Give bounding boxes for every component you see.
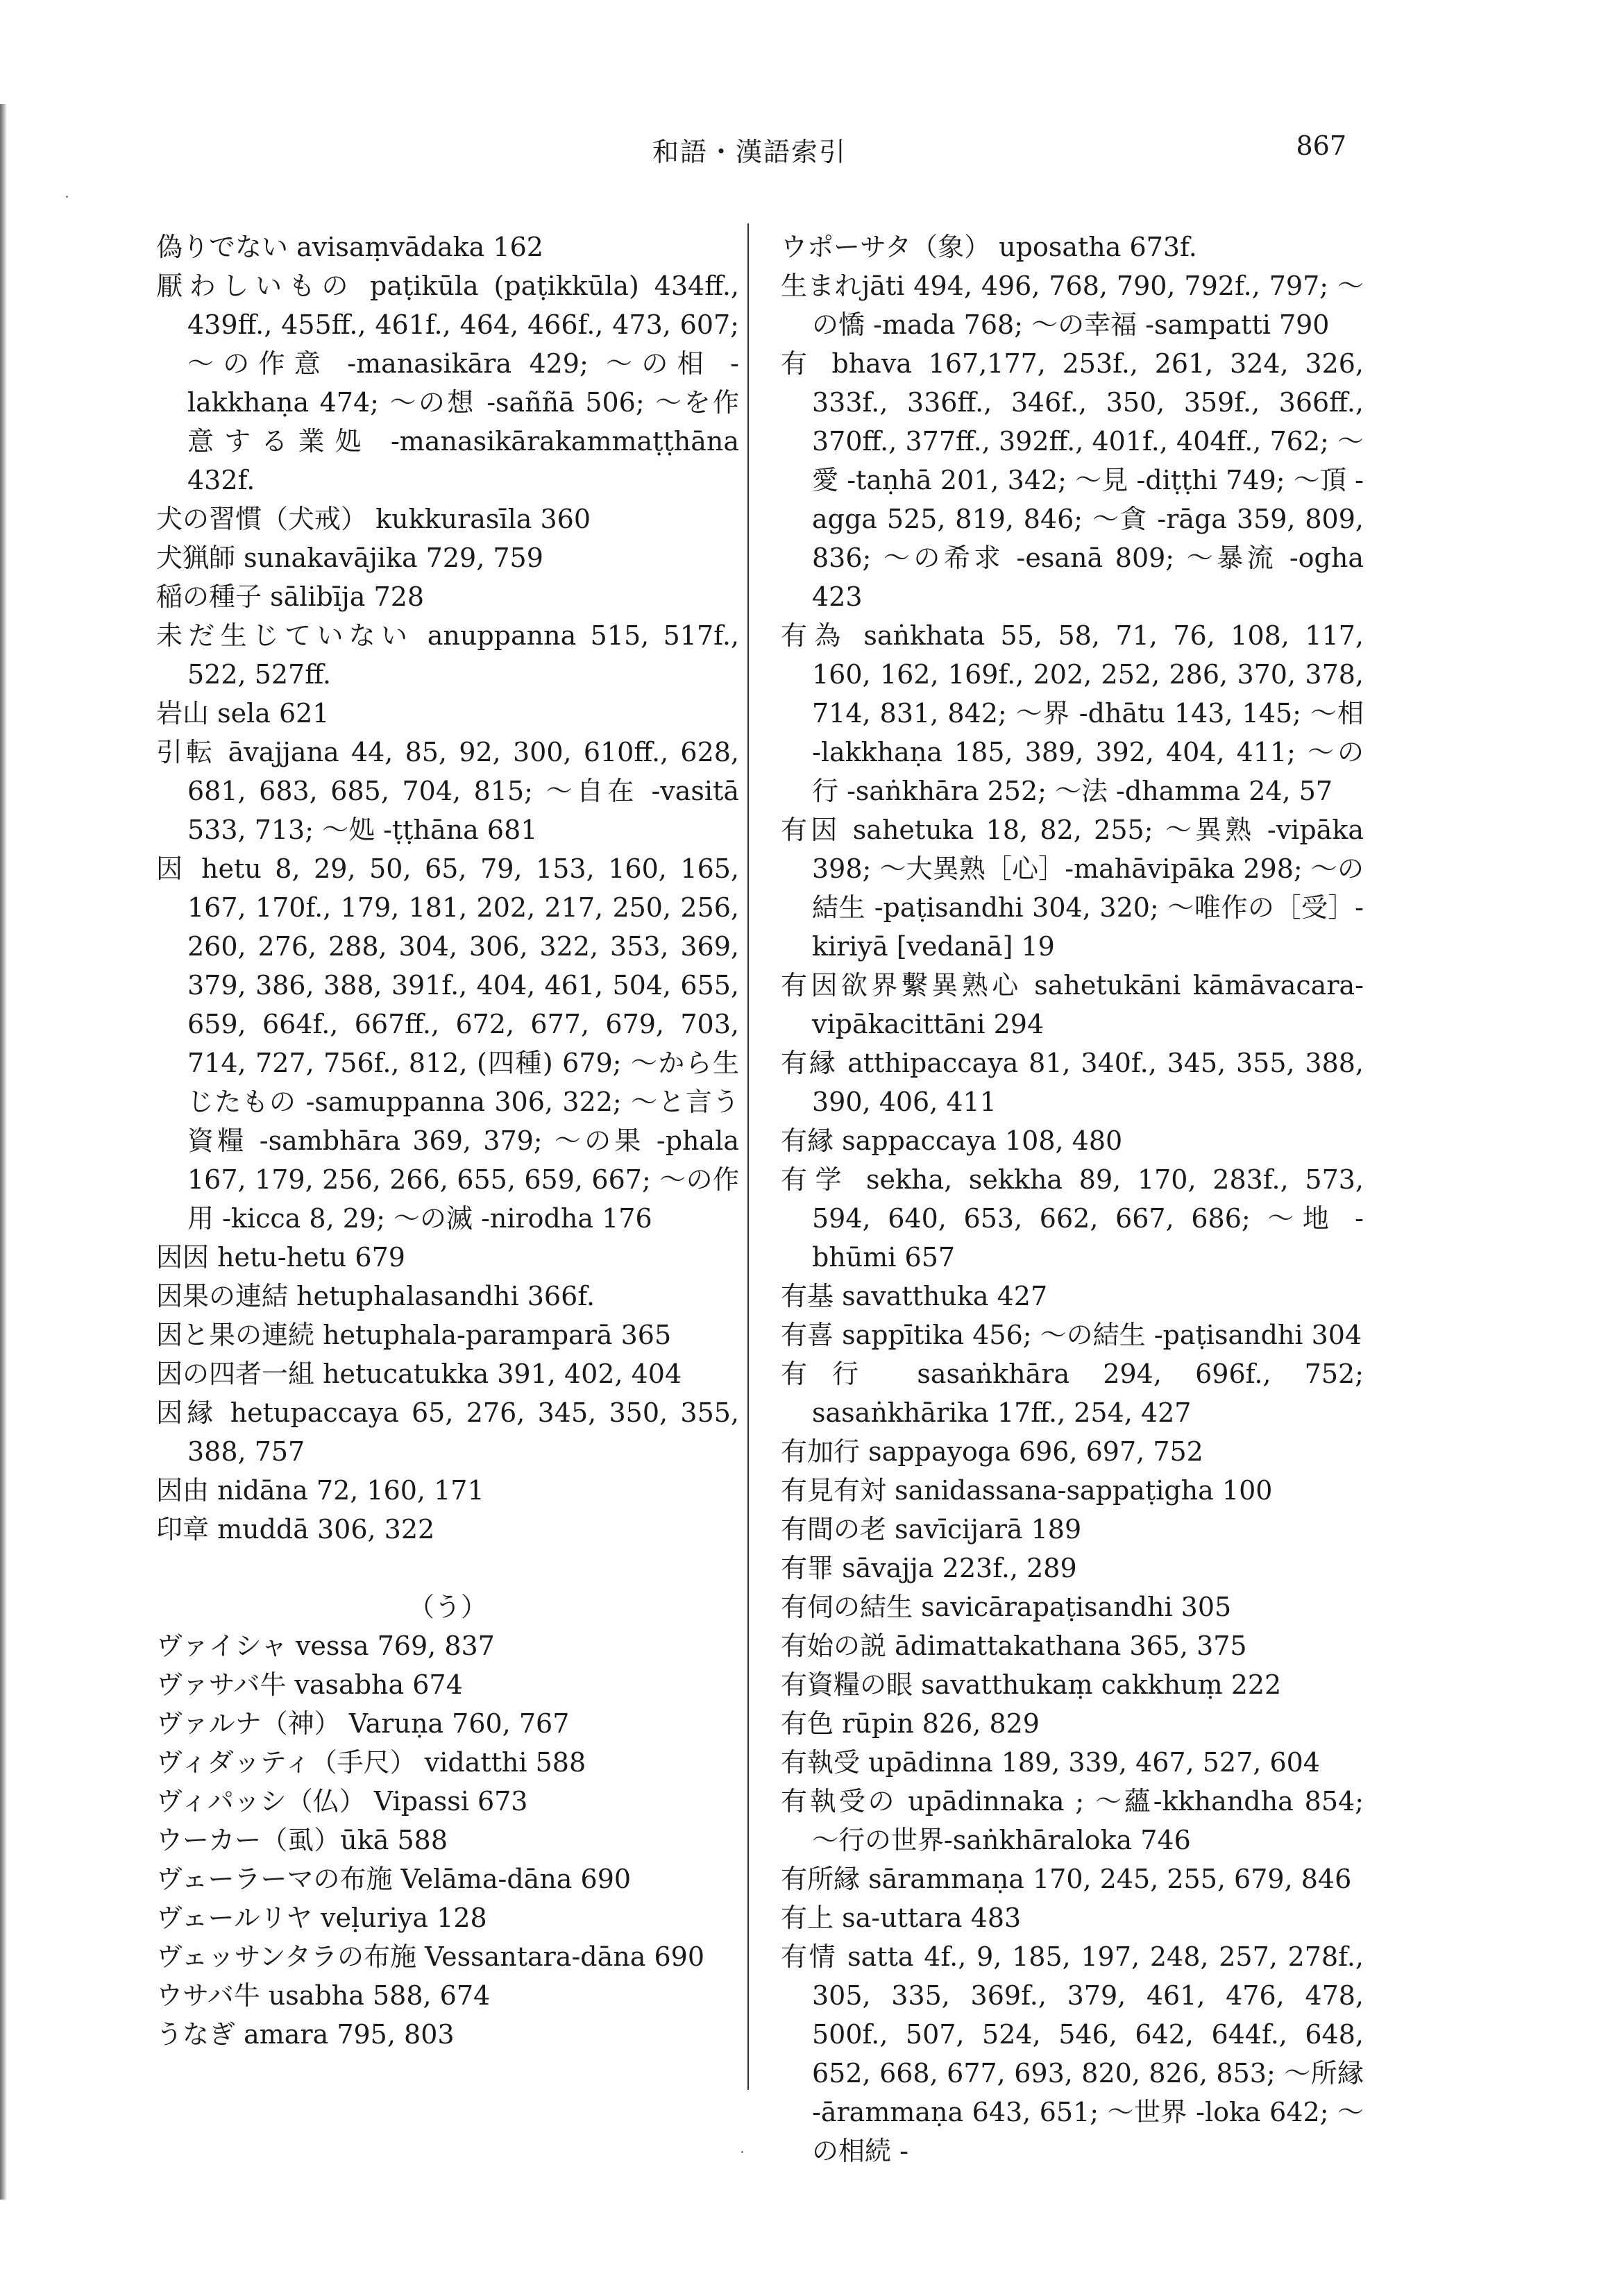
index-entry: 犬の習慣（犬戒） kukkurasīla 360 [156, 504, 591, 534]
index-entry: ヴァルナ（神） Varuṇa 760, 767 [156, 1708, 570, 1739]
index-entry: 有情 satta 4f., 9, 185, 197, 248, 257, 278f., 305, 335, 369f., 379, 461, 476, 478, 500f., 507, 524, 546, 642, 644f., 648, 652, 668, 677, 693, 820, 826, 853; ～所縁 -ārammaṇa 643, 651; ～世界 -loka 642; ～の相続 - [781, 1941, 1364, 2166]
page-number: 867 [1296, 130, 1346, 161]
scan-speck [741, 2151, 743, 2153]
index-entry: 因縁 hetupaccaya 65, 276, 345, 350, 355, 388, 757 [156, 1397, 739, 1467]
index-entry: ウーカー（虱）ūkā 588 [156, 1825, 448, 1855]
index-entry: ヴェールリヤ veḷuriya 128 [156, 1903, 487, 1933]
index-entry: 生まれjāti 494, 496, 768, 790, 792f., 797; ～の憍 -mada 768; ～の幸福 -sampatti 790 [781, 271, 1364, 340]
index-entry: 有縁 atthipaccaya 81, 340f., 345, 355, 388, 390, 406, 411 [781, 1048, 1364, 1117]
index-entry: ヴィダッティ（手尺） vidatthi 588 [156, 1747, 586, 1778]
index-entry: 因の四者一組 hetucatukka 391, 402, 404 [156, 1359, 682, 1389]
index-entry: ウサバ牛 usabha 588, 674 [156, 1980, 491, 2011]
index-entry: ヴィパッシ（仏） Vipassi 673 [156, 1786, 528, 1817]
index-entry: 岩山 sela 621 [156, 698, 330, 729]
index-entry: 厭わしいもの paṭikūla (paṭikkūla) 434ff., 439ff., 455ff., 461f., 464, 466f., 473, 607; ～の作意 -manasikāra 429; ～の相 -lakkhaṇa 474; ～の想 -saññā 506; ～を作意する業処 -manasikārakammaṭṭhāna 432f. [156, 271, 739, 495]
index-entry: 有罪 sāvajja 223f., 289 [781, 1553, 1077, 1583]
left-index-column [156, 228, 739, 2054]
index-entry: ヴェッサンタラの布施 Vessantara-dāna 690 [156, 1941, 705, 1972]
index-entry: 有行 sasaṅkhāra 294, 696f., 752; sasaṅkhārika 17ff., 254, 427 [781, 1359, 1364, 1428]
index-entry: 有上 sa-uttara 483 [781, 1903, 1022, 1933]
index-entry: 稲の種子 sālibīja 728 [156, 581, 425, 612]
index-entry: 有因欲界繫異熟心 sahetukāni kāmāvacara-vipākacittāni 294 [781, 970, 1364, 1039]
index-entry: 有 bhava 167,177, 253f., 261, 324, 326, 333f., 336ff., 346f., 350, 359f., 366ff., 370ff., 377ff., 392ff., 401f., 404ff., 762; ～愛 -taṇhā 201, 342; ～見 -diṭṭhi 749; ～頂 -agga 525, 819, 846; ～貪 -rāga 359, 809, 836; ～の希求 -esanā 809; ～暴流 -ogha 423 [781, 348, 1364, 612]
index-entry: 有間の老 savīcijarā 189 [781, 1514, 1082, 1545]
index-entry: 有為 saṅkhata 55, 58, 71, 76, 108, 117, 160, 162, 169f., 202, 252, 286, 370, 378, 714, 831, 842; ～界 -dhātu 143, 145; ～相 -lakkhaṇa 185, 389, 392, 404, 411; ～の行 -saṅkhāra 252; ～法 -dhamma 24, 57 [781, 620, 1364, 806]
index-entry: ヴァイシャ vessa 769, 837 [156, 1631, 495, 1661]
index-entry: 有加行 sappayoga 696, 697, 752 [781, 1436, 1203, 1467]
index-entry: 有因 sahetuka 18, 82, 255; ～異熟 -vipāka 398; ～大異熟［心］-mahāvipāka 298; ～の結生 -paṭisandhi 304, 320; ～唯作の［受］-kiriyā [vedanā] 19 [781, 815, 1364, 962]
index-entry: 偽りでない avisaṃvādaka 162 [156, 232, 543, 262]
index-entry: 有執受の upādinnaka ; ～蘊-kkhandha 854; ～行の世界-saṅkhāraloka 746 [781, 1786, 1364, 1855]
index-entry: 有始の説 ādimattakathana 365, 375 [781, 1631, 1247, 1661]
index-entry: 因と果の連続 hetuphala-paramparā 365 [156, 1320, 672, 1350]
binding-shadow [0, 104, 7, 2200]
running-header-title: 和語・漢語索引 [652, 137, 847, 167]
index-entry: 因由 nidāna 72, 160, 171 [156, 1475, 484, 1506]
right-index-column [781, 228, 1364, 2170]
column-divider [747, 223, 749, 2090]
index-entry: 有色 rūpin 826, 829 [781, 1708, 1040, 1739]
section-spacer [156, 1549, 739, 1588]
index-entry: ヴァサバ牛 vasabha 674 [156, 1669, 463, 1700]
index-entry: 有縁 sappaccaya 108, 480 [781, 1125, 1123, 1156]
index-entry: 未だ生じていない anuppanna 515, 517f., 522, 527ff. [156, 620, 739, 690]
index-entry: ウポーサタ（象） uposatha 673f. [781, 232, 1197, 262]
index-entry: 有執受 upādinna 189, 339, 467, 527, 604 [781, 1747, 1320, 1778]
index-entry: 有見有対 sanidassana-sappaṭigha 100 [781, 1475, 1273, 1506]
index-entry: 有基 savatthuka 427 [781, 1281, 1048, 1311]
index-entry: 引転 āvajjana 44, 85, 92, 300, 610ff., 628, 681, 683, 685, 704, 815; ～自在 -vasitā 533, 713; ～処 -ṭṭhāna 681 [156, 737, 739, 845]
index-entry: 有学 sekha, sekkha 89, 170, 283f., 573, 594, 640, 653, 662, 667, 686; ～地 -bhūmi 657 [781, 1164, 1364, 1273]
index-entry: 犬猟師 sunakavājika 729, 759 [156, 543, 543, 573]
index-entry: うなぎ amara 795, 803 [156, 2019, 455, 2050]
scan-speck [66, 196, 68, 198]
index-entry: 有伺の結生 savicārapaṭisandhi 305 [781, 1592, 1232, 1622]
index-entry: 有所縁 sārammaṇa 170, 245, 255, 679, 846 [781, 1864, 1352, 1894]
index-entry: 因果の連結 hetuphalasandhi 366f. [156, 1281, 595, 1311]
index-entry: 因 hetu 8, 29, 50, 65, 79, 153, 160, 165, 167, 170f., 179, 181, 202, 217, 250, 256, 260, 276, 288, 304, 306, 322, 353, 369, 379, 386, 388, 391f., 404, 461, 504, 655, 659, 664f., 667ff., 672, 677, 679, 703, 714, 727, 756f., 812, (四種) 679; ～から生じたもの -samuppanna 306, 322; ～と言う資糧 -sambhāra 369, 379; ～の果 -phala 167, 179, 256, 266, 655, 659, 667; ～の作用 -kicca 8, 29; ～の滅 -nirodha 176 [156, 853, 739, 1234]
index-entry: 因因 hetu-hetu 679 [156, 1242, 405, 1273]
index-entry: 印章 muddā 306, 322 [156, 1514, 435, 1545]
index-entry: 有喜 sappītika 456; ～の結生 -paṭisandhi 304 [781, 1320, 1362, 1350]
section-heading-u: （う） [407, 1592, 487, 1622]
index-entry: ヴェーラーマの布施 Velāma-dāna 690 [156, 1864, 632, 1894]
index-entry: 有資糧の眼 savatthukaṃ cakkhuṃ 222 [781, 1669, 1282, 1700]
